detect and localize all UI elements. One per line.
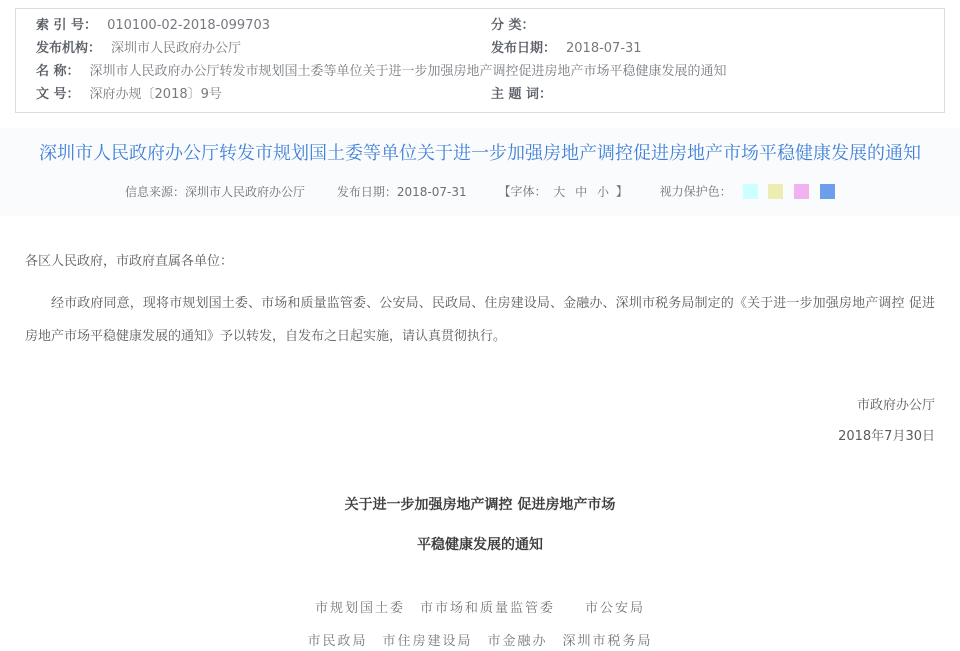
font-size-control <box>498 184 631 198</box>
department-list-line1: 市规划国土委 市市场和质量监管委 市公安局 <box>314 600 645 616</box>
meta-cell-category <box>491 16 924 35</box>
title-band <box>0 128 960 216</box>
department-list <box>25 600 935 651</box>
font-size-label-close: 】 <box>615 184 628 199</box>
document-body <box>25 253 935 651</box>
page-title: 深圳市人民政府办公厅转发市规划国土委等单位关于进一步加强房地产调控促进房地产市场平稳健康发展的通知 <box>39 143 921 164</box>
page <box>0 8 960 649</box>
attachment-title <box>25 496 935 554</box>
meta-cell-doc-name <box>36 62 924 81</box>
publish-date-value: 2018-07-31 <box>566 41 642 56</box>
meta-row-index <box>16 14 944 37</box>
document-meta-table <box>15 8 945 113</box>
main-paragraph: 经市政府同意，现将市规划国土委、市场和质量监管委、公安局、民政局、住房建设局、金融办、深圳市税务局制定的《关于进一步加强房地产调控 促进房地产市场平稳健康发展的通知》予以转发，自发布之日起实施，请认真贯彻执行。 <box>25 295 935 344</box>
eye-protection-control <box>660 184 835 198</box>
meta-cell-publish-date <box>491 39 924 58</box>
salutation: 各区人民政府，市政府直属各单位： <box>25 253 234 269</box>
department-list-line2: 市民政局 市住房建设局 市金融办 深圳市税务局 <box>307 633 653 649</box>
font-size-medium-button[interactable]: 中 <box>575 184 588 199</box>
eye-color-cyan-swatch[interactable] <box>743 184 758 199</box>
eye-color-yellow-swatch[interactable] <box>768 184 783 199</box>
signature-date: 2018年7月30日 <box>838 428 935 444</box>
font-size-large-button[interactable]: 大 <box>553 184 566 199</box>
doc-name-label: 名 称： <box>36 64 80 79</box>
meta-cell-subject-words <box>491 85 924 104</box>
font-size-label-open: 【字体： <box>498 184 547 199</box>
info-publish-date: 发布日期：2018-07-31 <box>336 184 467 199</box>
publish-date-label: 发布日期： <box>491 41 557 56</box>
meta-row-doc-number <box>16 83 944 106</box>
meta-cell-doc-number <box>36 85 491 104</box>
attachment-title-line2: 平稳健康发展的通知 <box>417 536 543 553</box>
doc-number-value: 深府办规〔2018〕9号 <box>89 87 222 102</box>
index-number-label: 索 引 号： <box>36 18 98 33</box>
publisher-value: 深圳市人民政府办公厅 <box>111 41 242 56</box>
category-label: 分 类： <box>491 18 535 33</box>
meta-cell-publisher <box>36 39 491 58</box>
attachment-title-line1: 关于进一步加强房地产调控 促进房地产市场 <box>344 496 616 513</box>
subject-words-label: 主 题 词： <box>491 87 553 102</box>
signature-block <box>25 397 935 446</box>
eye-color-blue-swatch[interactable] <box>820 184 835 199</box>
info-source: 信息来源：深圳市人民政府办公厅 <box>125 184 306 199</box>
doc-name-value: 深圳市人民政府办公厅转发市规划国土委等单位关于进一步加强房地产调控促进房地产市场平稳健康发展的通知 <box>89 64 727 79</box>
meta-cell-index-number <box>36 16 491 35</box>
eye-color-pink-swatch[interactable] <box>794 184 809 199</box>
info-line <box>10 183 950 200</box>
meta-row-name <box>16 60 944 83</box>
doc-number-label: 文 号： <box>36 87 80 102</box>
font-size-small-button[interactable]: 小 <box>596 184 609 199</box>
signature-org: 市政府办公厅 <box>856 397 935 413</box>
publisher-label: 发布机构： <box>36 41 102 56</box>
meta-row-publisher <box>16 37 944 60</box>
index-number-value: 010100-02-2018-099703 <box>107 18 271 33</box>
eye-protection-label: 视力保护色： <box>659 184 732 199</box>
